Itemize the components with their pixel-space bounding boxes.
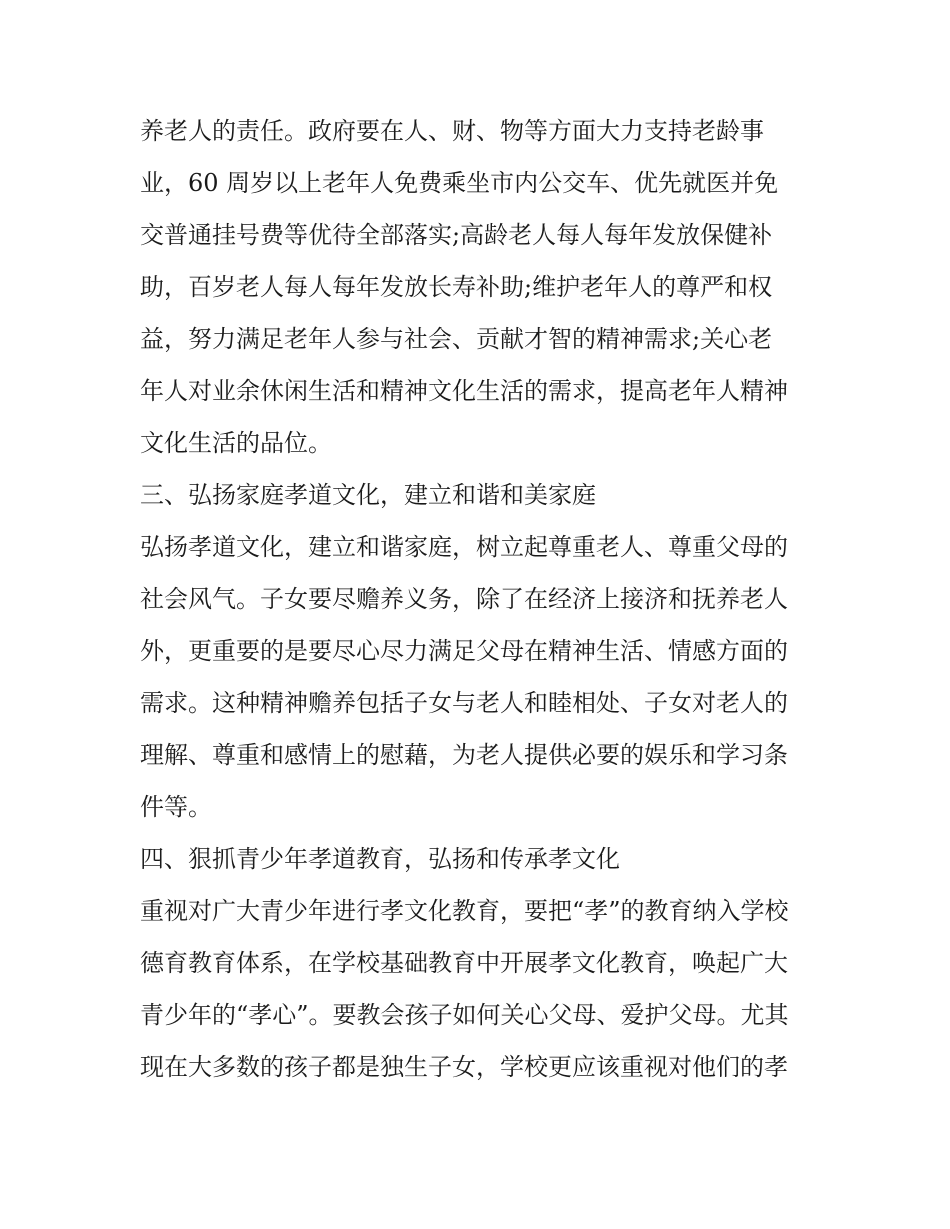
text-line: 现在大多数的孩子都是独生子女，学校更应该重视对他们的孝 bbox=[140, 1053, 788, 1081]
text-line: 社会风气。子女要尽赡养义务，除了在经济上接济和抚养老人 bbox=[140, 585, 788, 613]
text-line: 外，更重要的是要尽心尽力满足父母在精神生活、情感方面的 bbox=[140, 637, 788, 665]
document-body bbox=[140, 105, 820, 1093]
text-line: 业，60 周岁以上老年人免费乘坐市内公交车、优先就医并免 bbox=[140, 169, 779, 197]
text-line: 德育教育体系，在学校基础教育中开展孝文化教育，唤起广大 bbox=[140, 949, 788, 977]
text-line: 需求。这种精神赡养包括子女与老人和睦相处、子女对老人的 bbox=[140, 689, 788, 717]
section-heading: 三、弘扬家庭孝道文化，建立和谐和美家庭 bbox=[140, 481, 596, 509]
text-line: 重视对广大青少年进行孝文化教育，要把“孝”的教育纳入学校 bbox=[140, 897, 789, 925]
text-line: 弘扬孝道文化，建立和谐家庭，树立起尊重老人、尊重父母的 bbox=[140, 533, 788, 561]
section-heading: 四、狠抓青少年孝道教育，弘扬和传承孝文化 bbox=[140, 845, 620, 873]
text-line: 青少年的“孝心”。要教会孩子如何关心父母、爱护父母。尤其 bbox=[140, 1001, 789, 1029]
text-line: 助，百岁老人每人每年发放长寿补助;维护老年人的尊严和权 bbox=[140, 273, 773, 301]
text-line: 年人对业余休闲生活和精神文化生活的需求，提高老年人精神 bbox=[140, 377, 788, 405]
text-line: 文化生活的品位。 bbox=[140, 429, 332, 457]
text-line: 益，努力满足老年人参与社会、贡献才智的精神需求;关心老 bbox=[140, 325, 773, 353]
text-line: 交普通挂号费等优待全部落实;高龄老人每人每年发放保健补 bbox=[140, 221, 773, 249]
text-line: 养老人的责任。政府要在人、财、物等方面大力支持老龄事 bbox=[140, 117, 764, 145]
text-line: 件等。 bbox=[140, 793, 212, 821]
text-line: 理解、尊重和感情上的慰藉，为老人提供必要的娱乐和学习条 bbox=[140, 741, 788, 769]
